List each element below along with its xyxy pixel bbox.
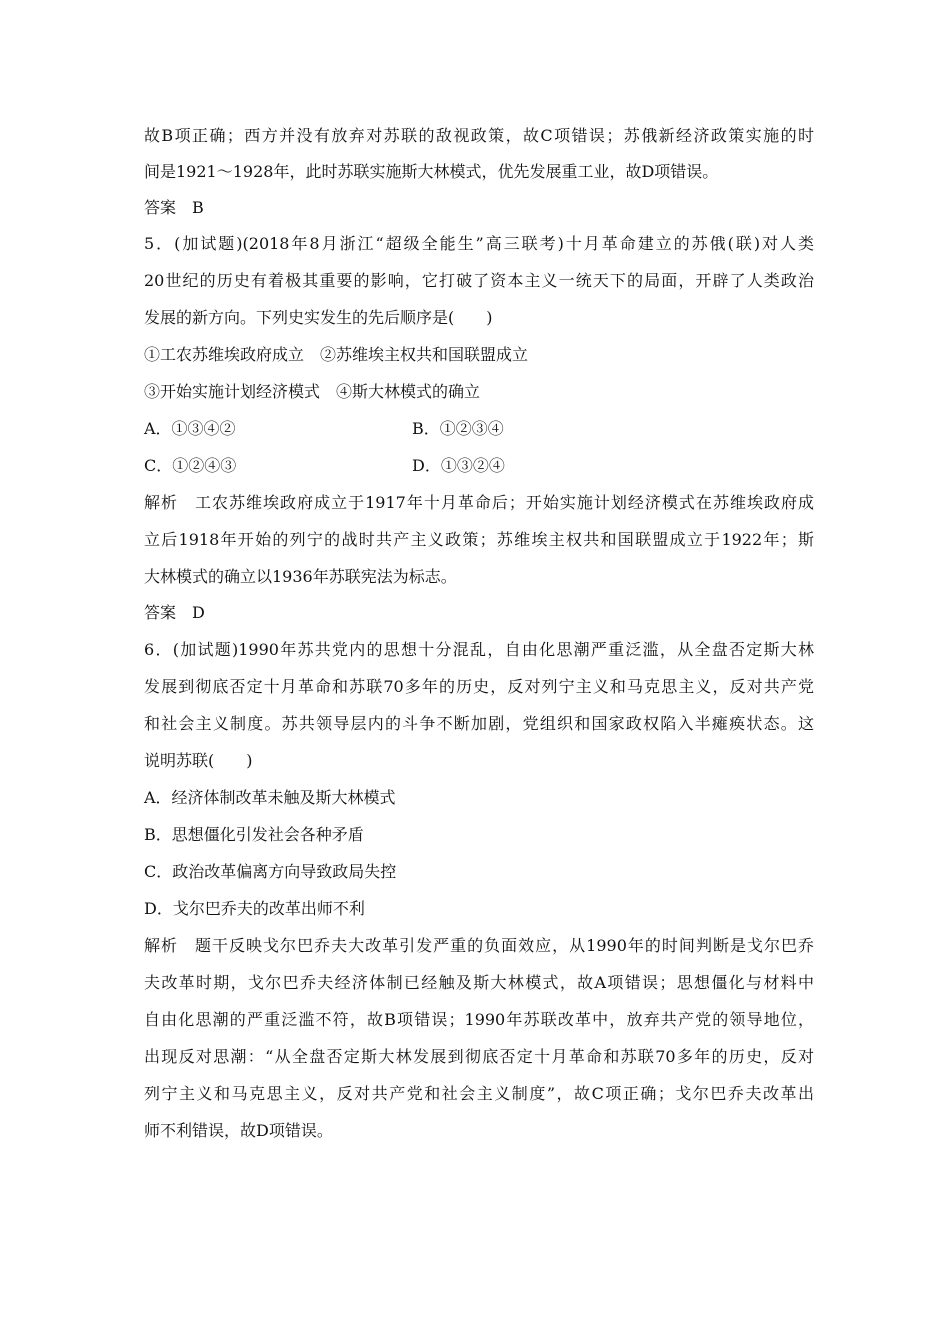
q5-options-row-1	[144, 410, 814, 447]
option-b: B．①②③④	[412, 419, 504, 438]
text-line: 20世纪的历史有着极其重要的影响，它打破了资本主义一统天下的局面，开辟了人类政治	[144, 271, 814, 290]
list-item: ③开始实施计划经济模式 ④斯大林模式的确立	[144, 382, 481, 401]
q4-analysis	[144, 118, 814, 190]
q5-options-row-2	[144, 447, 814, 484]
text-line: 和社会主义制度。苏共领导层内的斗争不断加剧，党组织和国家政权陷入半瘫痪状态。这	[144, 714, 814, 733]
text-line: 夫改革时期，戈尔巴乔夫经济体制已经触及斯大林模式，故A项错误；思想僵化与材料中	[144, 973, 814, 992]
q5-answer: 答案 D	[144, 603, 205, 622]
text-line: 立后1918年开始的列宁的战时共产主义政策；苏维埃主权共和国联盟成立于1922年；斯	[144, 530, 814, 549]
text-line: 故B项正确；西方并没有放弃对苏联的敌视政策，故C项错误；苏俄新经济政策实施的时	[144, 126, 814, 145]
q6-analysis	[144, 927, 814, 1149]
text-line: 间是1921～1928年，此时苏联实施斯大林模式，优先发展重工业，故D项错误。	[144, 162, 719, 181]
text-line: 5．(加试题)(2018年8月浙江“超级全能生”高三联考)十月革命建立的苏俄(联)对人类	[144, 234, 814, 253]
text-line: 说明苏联( )	[144, 751, 253, 770]
option-c: C．①②④③	[144, 456, 237, 475]
option-c: C．政治改革偏离方向导致政局失控	[144, 862, 397, 881]
q6-stem	[144, 631, 814, 779]
q5-stem	[144, 226, 814, 336]
text-line: 师不利错误，故D项错误。	[144, 1121, 333, 1140]
text-line: 列宁主义和马克思主义，反对共产党和社会主义制度”，故C项正确；戈尔巴乔夫改革出	[144, 1084, 814, 1103]
text-line: 自由化思潮的严重泛滥不符，故B项错误；1990年苏联改革中，放弃共产党的领导地位，	[144, 1010, 814, 1029]
text-line: 发展的新方向。下列史实发生的先后顺序是( )	[144, 308, 493, 327]
text-line: 发展到彻底否定十月革命和苏联70多年的历史，反对列宁主义和马克思主义，反对共产党	[144, 677, 814, 696]
q4-answer: 答案 B	[144, 198, 204, 217]
option-d: D．戈尔巴乔夫的改革出师不利	[144, 899, 365, 918]
option-b: B．思想僵化引发社会各种矛盾	[144, 825, 364, 844]
option-a: A．①③④②	[144, 419, 236, 438]
option-d: D．①③②④	[412, 456, 505, 475]
q6-options	[144, 779, 814, 927]
text-line: 解析 工农苏维埃政府成立于1917年十月革命后；开始实施计划经济模式在苏维埃政府成	[144, 493, 814, 512]
q5-items	[144, 336, 814, 410]
q5-analysis	[144, 484, 814, 595]
document-page	[144, 118, 814, 1149]
text-line: 6．(加试题)1990年苏共党内的思想十分混乱，自由化思潮严重泛滥，从全盘否定斯大林	[144, 640, 814, 659]
list-item: ①工农苏维埃政府成立 ②苏维埃主权共和国联盟成立	[144, 345, 529, 364]
option-a: A．经济体制改革未触及斯大林模式	[144, 788, 396, 807]
text-line: 大林模式的确立以1936年苏联宪法为标志。	[144, 567, 457, 586]
text-line: 出现反对思潮：“从全盘否定斯大林发展到彻底否定十月革命和苏联70多年的历史，反对	[144, 1047, 814, 1066]
text-line: 解析 题干反映戈尔巴乔夫大改革引发严重的负面效应，从1990年的时间判断是戈尔巴乔	[144, 936, 814, 955]
